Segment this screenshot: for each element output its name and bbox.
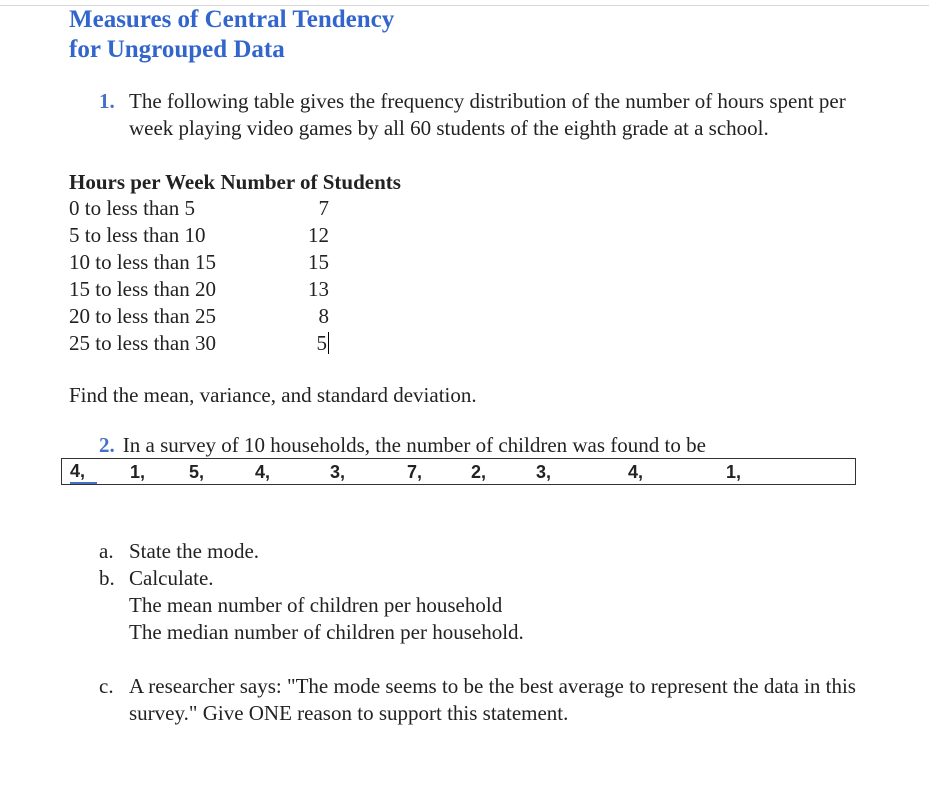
table-cell-students: 13 (308, 277, 329, 301)
part-b-item-median: The median number of children per household. (129, 620, 524, 644)
table-row (69, 195, 329, 222)
part-a-label: a. (99, 539, 114, 563)
table-cell-hours: 15 to less than 20 (69, 277, 216, 301)
data-value: 4, (628, 462, 644, 482)
part-c-label: c. (99, 674, 114, 698)
page-title (69, 5, 394, 65)
table-cell-hours: 20 to less than 25 (69, 304, 216, 328)
data-value: 7, (407, 462, 423, 482)
table-row (69, 249, 329, 276)
table-cell-hours: 5 to less than 10 (69, 223, 206, 247)
question-2 (99, 432, 706, 459)
part-b-item-mean: The mean number of children per household (129, 593, 503, 617)
question-2-part-a (99, 538, 259, 565)
data-value: 5, (189, 462, 205, 482)
data-values-box[interactable] (61, 458, 856, 485)
data-value: 3, (536, 462, 552, 482)
title-line-2: for Ungrouped Data (69, 36, 285, 63)
table-row (69, 276, 329, 303)
table-cell-students (269, 330, 329, 357)
question-2-part-c (99, 673, 859, 727)
table-cell-students: 7 (318, 196, 329, 220)
title-line-1: Measures of Central Tendency (69, 6, 395, 33)
part-a-text: State the mode. (129, 539, 260, 563)
data-value: 3, (330, 462, 346, 482)
part-b-text: Calculate. (129, 566, 214, 590)
question-1-text: The following table gives the frequency distribution of the number of hours spent per week playing video games by all 60 students of the eighth grade at a school. (129, 89, 846, 140)
table-row (69, 222, 329, 249)
table-cell-students: 12 (308, 223, 329, 247)
question-1-number: 1. (99, 89, 115, 113)
table-cell-students: 15 (308, 250, 329, 274)
question-1 (99, 88, 859, 142)
table-row (69, 330, 329, 357)
part-b-label: b. (99, 566, 115, 590)
data-value: 2, (471, 462, 487, 482)
table-cell-hours: 0 to less than 5 (69, 196, 195, 220)
table-cell-hours: 25 to less than 30 (69, 331, 216, 355)
table-cell-hours: 10 to less than 15 (69, 250, 216, 274)
data-value: 1, (130, 462, 146, 482)
data-value: 4, (70, 460, 97, 484)
frequency-table-header: Hours per Week Number of Students (69, 170, 401, 194)
table-cell-students: 8 (318, 304, 329, 328)
question-2-number: 2. (99, 433, 115, 457)
data-value: 1, (726, 462, 742, 482)
table-cell-value: 5 (316, 331, 327, 355)
question-2-text: In a survey of 10 households, the number of children was found to be (122, 433, 706, 457)
question-2-part-b (99, 565, 214, 592)
text-cursor (328, 332, 329, 354)
part-c-text: A researcher says: "The mode seems to be the best average to represent the data in this survey." Give ONE reason to support this statement. (129, 674, 856, 725)
question-1-instruction: Find the mean, variance, and standard deviation. (69, 383, 477, 407)
table-row (69, 303, 329, 330)
data-value: 4, (255, 462, 271, 482)
